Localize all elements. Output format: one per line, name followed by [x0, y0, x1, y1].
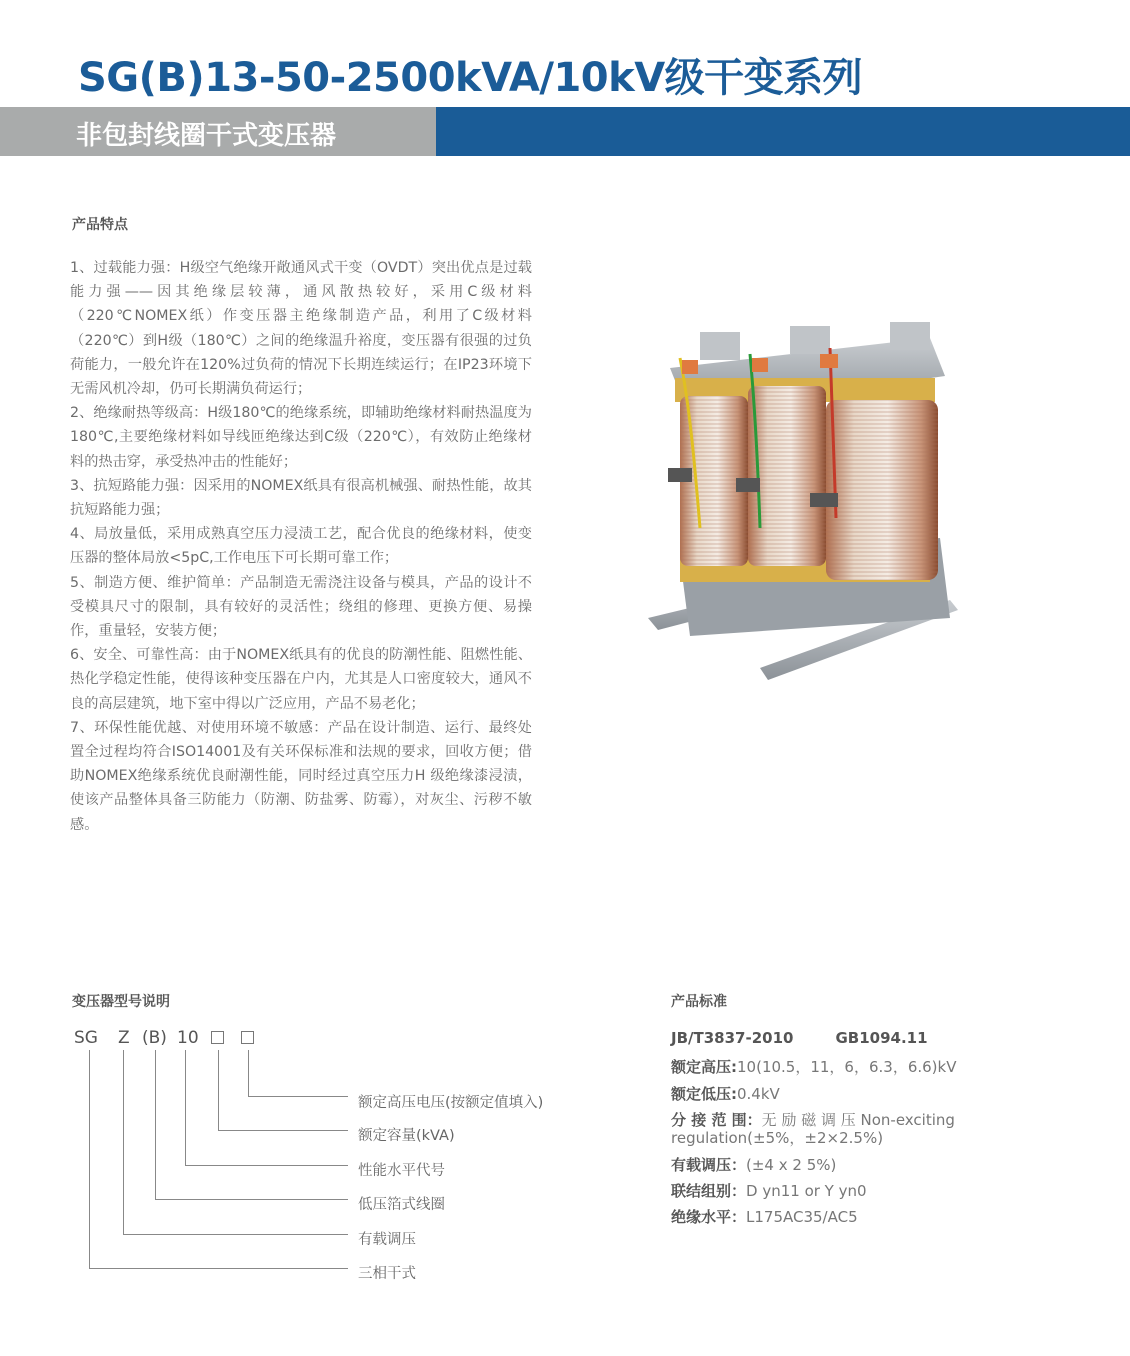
connector-line [185, 1050, 186, 1165]
connector-line [248, 1096, 348, 1097]
legend-performance-code: 性能水平代号 [358, 1163, 445, 1179]
legend-rated-capacity: 额定容量(kVA) [358, 1128, 455, 1144]
model-code-box-capacity [211, 1031, 224, 1044]
spec-label: 额定高压: [671, 1058, 737, 1076]
connector-line [218, 1130, 348, 1131]
connector-line [123, 1234, 348, 1235]
spec-rated-lv [671, 1083, 780, 1104]
features-text [70, 256, 532, 837]
spec-vector-group [671, 1180, 867, 1201]
spec-rated-hv [671, 1056, 956, 1077]
spec-on-load-tap [671, 1154, 836, 1175]
spec-value: regulation(±5%，±2×2.5%) [671, 1129, 884, 1147]
connector-line [218, 1050, 219, 1130]
legend-on-load-tap: 有载调压 [358, 1232, 416, 1248]
subtitle-band-blue [436, 107, 1130, 156]
standard-codes [671, 1029, 970, 1047]
model-code-sg: SG [74, 1028, 98, 1048]
transformer-image [640, 318, 970, 694]
feature-paragraph: 6、安全、可靠性高：由于NOMEX纸具有的优良的防潮性能、阻燃性能、热化学稳定性能，使得该种变压器在户内，尤其是人口密度较大，通风不良的高层建筑，地下室中得以广泛应用，产品不易老化； [70, 647, 532, 712]
page-title: SG(B)13-50-2500kVA/10kV级干变系列 [78, 55, 863, 101]
spec-value: L175AC35/AC5 [746, 1208, 858, 1226]
model-code-10: 10 [177, 1028, 199, 1048]
legend-three-phase-dry: 三相干式 [358, 1266, 416, 1282]
connector-line [248, 1050, 249, 1096]
spec-label: 联结组别： [671, 1182, 747, 1200]
spec-value: 无 励 磁 调 压 Non-exciting [761, 1111, 955, 1129]
connector-line [155, 1199, 348, 1200]
spec-value: (±4 x 2 5%) [746, 1156, 837, 1174]
model-code-box-voltage [241, 1031, 254, 1044]
spec-label: 绝缘水平： [671, 1208, 747, 1226]
model-code-z: Z [118, 1028, 130, 1048]
connector-line [185, 1165, 348, 1166]
spec-label: 有载调压： [671, 1156, 747, 1174]
feature-paragraph: 7、环保性能优越、对使用环境不敏感：产品在设计制造、运行、最终处置全过程均符合ISO14001及有关环保标准和法规的要求，回收方便；借助NOMEX绝缘系统优良耐潮性能，同时经过真空压力H 级绝缘漆浸渍，使该产品整体具备三防能力（防潮、防盐雾、防霉），对灰尘、污秽不敏感。 [70, 719, 532, 833]
spec-value: 10(10.5，11，6，6.3，6.6)kV [737, 1058, 957, 1076]
connector-line [123, 1050, 124, 1234]
standard-code: JB/T3837-2010 [671, 1029, 794, 1047]
legend-lv-foil-coil: 低压箔式线圈 [358, 1197, 445, 1213]
feature-paragraph: 4、局放量低，采用成熟真空压力浸渍工艺，配合优良的绝缘材料，使变压器的整体局放<5pC,工作电压下可长期可靠工作； [70, 526, 532, 567]
legend-rated-hv: 额定高压电压(按额定值填入) [358, 1095, 544, 1111]
spec-tap-range-cont [671, 1127, 883, 1148]
page-subtitle: 非包封线圈干式变压器 [76, 121, 337, 151]
features-heading: 产品特点 [72, 217, 128, 233]
spec-label: 额定低压: [671, 1085, 737, 1103]
feature-paragraph: 2、绝缘耐热等级高：H级180℃的绝缘系统，即辅助绝缘材料耐热温度为180℃,主要绝缘材料如导线匝绝缘达到C级（220℃），有效防止绝缘材料的热击穿，承受热冲击的性能好； [70, 405, 532, 470]
spec-insulation-level [671, 1206, 858, 1227]
model-code-b: (B) [142, 1028, 167, 1048]
model-heading: 变压器型号说明 [72, 994, 170, 1010]
spec-value: D yn11 or Y yn0 [746, 1182, 867, 1200]
connector-line [89, 1268, 348, 1269]
spec-value: 0.4kV [737, 1085, 780, 1103]
feature-paragraph: 5、制造方便、维护简单：产品制造无需浇注设备与模具，产品的设计不受模具尺寸的限制，具有较好的灵活性；绕组的修理、更换方便、易操作，重量轻，安装方便； [70, 574, 532, 640]
connector-line [155, 1050, 156, 1199]
standards-heading: 产品标准 [671, 994, 727, 1010]
spec-label: 分 接 范 围： [671, 1111, 762, 1129]
feature-paragraph: 3、抗短路能力强：因采用的NOMEX纸具有很高机械强、耐热性能，故其抗短路能力强； [70, 477, 532, 519]
standard-code: GB1094.11 [835, 1029, 928, 1047]
connector-line [89, 1050, 90, 1268]
feature-paragraph: 1、过载能力强：H级空气绝缘开敞通风式干变（OVDT）突出优点是过载能力强——因其绝缘层较薄，通风散热较好，采用C级材料（220℃NOMEX纸）作变压器主绝缘制造产品，利用了C级材料（220℃）到H级（180℃）之间的绝缘温升裕度，变压器有很强的过负荷能力，一般允许在120%过负荷的情况下长期连续运行；在IP23环境下无需风机冷却，仍可长期满负荷运行； [70, 260, 532, 398]
